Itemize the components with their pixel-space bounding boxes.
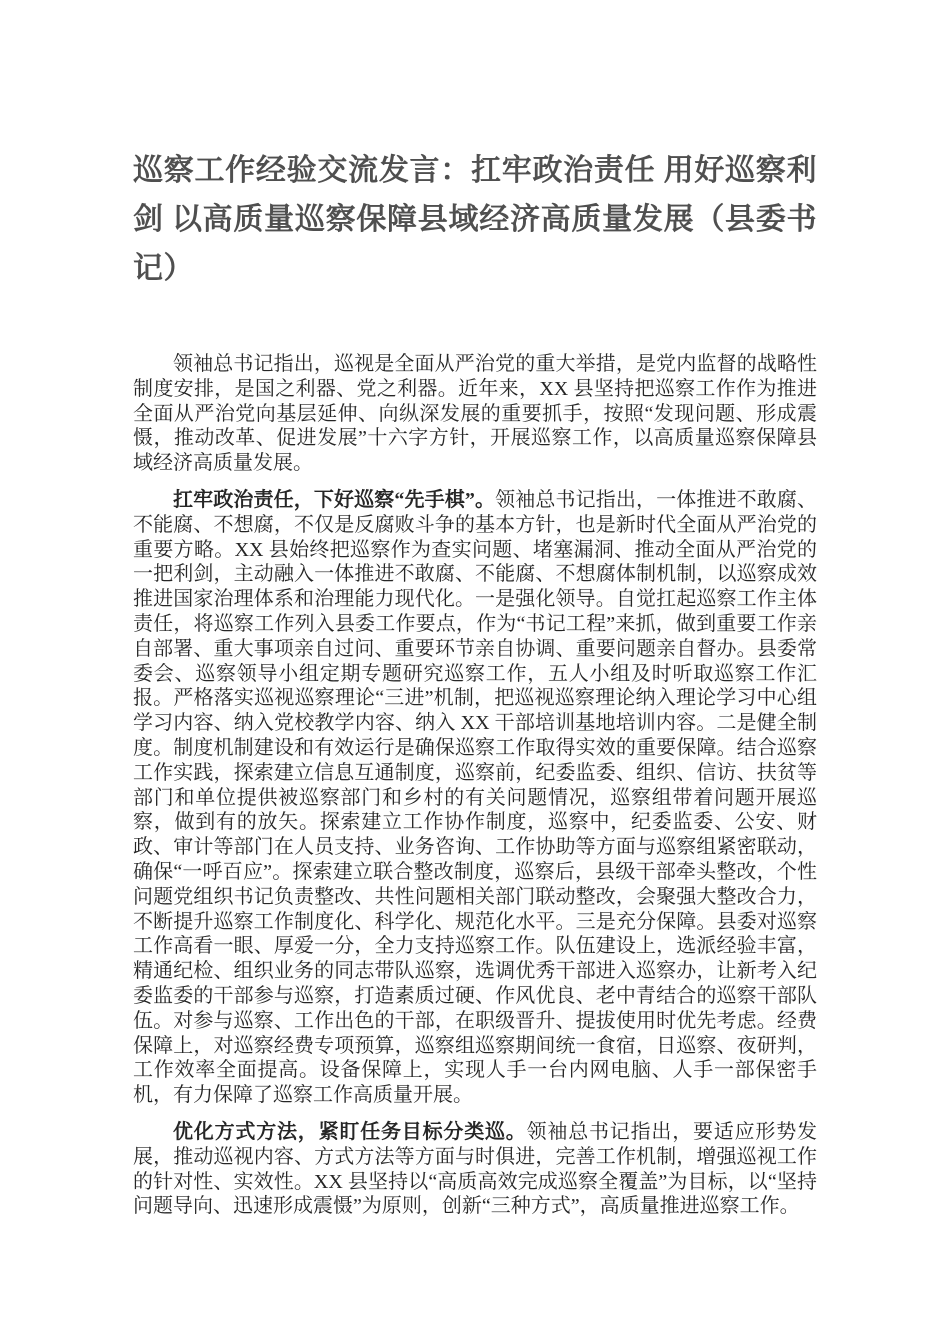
paragraph (133, 352, 817, 476)
document-title: 巡察工作经验交流发言：扛牢政治责任 用好巡察利剑 以高质量巡察保障县域经济高质量发展（县委书记） (133, 154, 817, 285)
paragraph (133, 1120, 817, 1219)
paragraph-text: 领袖总书记指出，要适应形势发展，推动巡视内容、方式方法等方面与时俱进，完善工作机制，增强巡视工作的针对性、实效性。XX 县坚持以“高质高效完成巡察全覆盖”为目标，以“坚持问题导向、迅速形成震慑”为原则，创新“三种方式”，高质量推进巡察工作。 (133, 1120, 818, 1218)
paragraph (133, 488, 817, 1108)
document-body (133, 352, 817, 1219)
paragraph-text: 领袖总书记指出，巡视是全面从严治党的重大举措，是党内监督的战略性制度安排，是国之利器、党之利器。近年来，XX 县坚持把巡察工作作为推进全面从严治党向基层延伸、向纵深发展的重要抓手，按照“发现问题、形成震慑，推动改革、促进发展”十六字方针，开展巡察工作，以高质量巡察保障县域经济高质量发展。 (133, 353, 817, 475)
paragraph-lead: 优化方式方法，紧盯任务目标分类巡。 (173, 1120, 527, 1143)
paragraph-lead: 扛牢政治责任，下好巡察“先手棋”。 (173, 488, 496, 511)
paragraph-text: 领袖总书记指出，一体推进不敢腐、不能腐、不想腐，不仅是反腐败斗争的基本方针，也是新时代全面从严治党的重要方略。XX 县始终把巡察作为查实问题、堵塞漏洞、推动全面从严治党的一把利剑，主动融入一体推进不敢腐、不能腐、不想腐体制机制，以巡察成效推进国家治理体系和治理能力现代化。一是强化领导。自觉扛起巡察工作主体责任，将巡察工作列入县委工作要点，作为“书记工程”来抓，做到重要工作亲自部署、重大事项亲自过问、重要环节亲自协调、重要问题亲自督办。县委常委会、巡察领导小组定期专题研究巡察工作，五人小组及时听取巡察工作汇报。严格落实巡视巡察理论“三进”机制，把巡视巡察理论纳入理论学习中心组学习内容、纳入党校教学内容、纳入 XX 干部培训基地培训内容。二是健全制度。制度机制建设和有效运行是确保巡察工作取得实效的重要保障。结合巡察工作实践，探索建立信息互通制度，巡察前，纪委监委、组织、信访、扶贫等部门和单位提供被巡察部门和乡村的有关问题情况，巡察组带着问题开展巡察，做到有的放矢。探索建立工作协作制度，巡察中，纪委监委、公安、财政、审计等部门在人员支持、业务咨询、工作协助等方面与巡察组紧密联动，确保“一呼百应”。探索建立联合整改制度，巡察后，县级干部牵头整改，个性问题党组织书记负责整改、共性问题相关部门联动整改，会聚强大整改合力，不断提升巡察工作制度化、科学化、规范化水平。三是充分保障。县委对巡察工作高看一眼、厚爱一分，全力支持巡察工作。队伍建设上，选派经验丰富，精通纪检、组织业务的同志带队巡察，选调优秀干部进入巡察办，让新考入纪委监委的干部参与巡察，打造素质过硬、作风优良、老中青结合的巡察干部队伍。对参与巡察、工作出色的干部，在职级晋升、提拔使用时优先考虑。经费保障上，对巡察经费专项预算，巡察组巡察期间统一食宿，日巡察、夜研判，工作效率全面提高。设备保障上，实现人手一台内网电脑、人手一部保密手机，有力保障了巡察工作高质量开展。 (133, 488, 817, 1107)
